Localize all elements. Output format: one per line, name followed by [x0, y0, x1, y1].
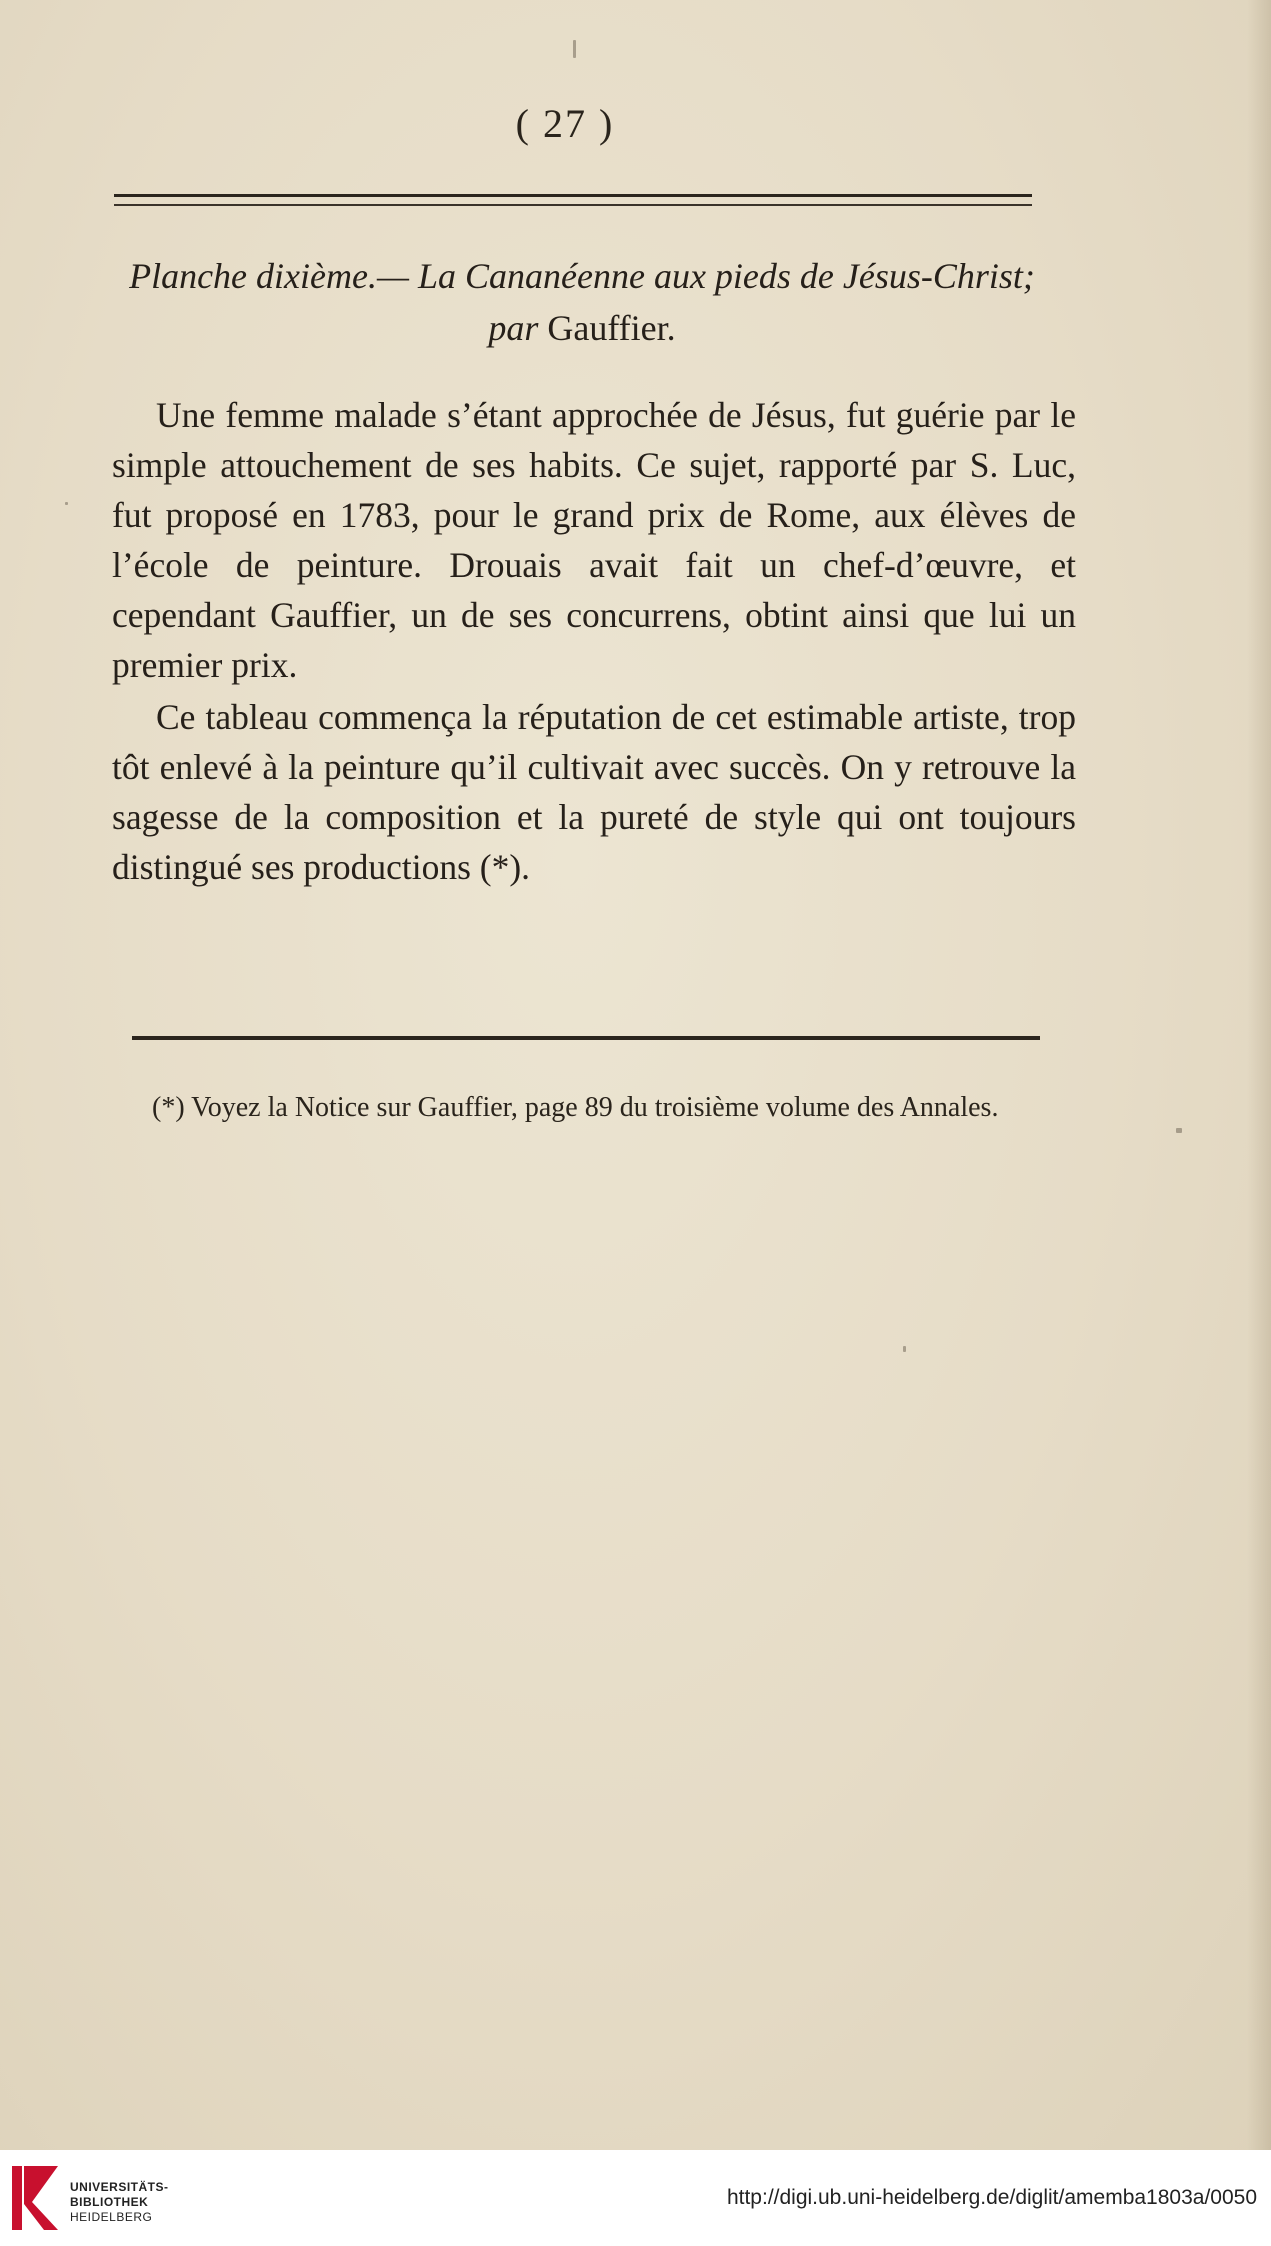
footnote: (*) Voyez la Notice sur Gauffier, page 89 du troisième volume des Annales. [152, 1092, 999, 1123]
paragraph: Ce tableau commença la réputation de cet estimable artiste, trop tôt enlevé à la peinture qu’il cultivait avec succès. On y retrouve la sagesse de la composition et la pureté de style qui ont toujours distingué ses productions (*). [112, 697, 1076, 887]
library-name-line: BIBLIOTHEK [70, 2195, 149, 2209]
library-name [70, 2180, 169, 2225]
library-name-line: HEIDELBERG [70, 2210, 153, 2224]
heading-by: ; par [488, 256, 1035, 348]
heading-artist: Gauffier. [547, 308, 676, 348]
paper-speck [1176, 1128, 1182, 1133]
heading-lead: Planche dixième.— [129, 256, 409, 296]
paper-speck [65, 502, 68, 505]
library-name-line: UNIVERSITÄTS- [70, 2180, 169, 2194]
viewer-footer [0, 2150, 1271, 2246]
header-rule [114, 194, 1032, 206]
page-edge-shadow [1247, 0, 1271, 2150]
source-url-link[interactable]: http://digi.ub.uni-heidelberg.de/diglit/amemba1803a/0050 [726, 2186, 1257, 2209]
library-logo-icon [10, 2162, 62, 2234]
paper-speck [903, 1346, 906, 1352]
heading-title: La Cananéenne aux pieds de Jésus-Christ [417, 256, 1023, 296]
body-text [112, 390, 1076, 892]
plate-heading [112, 250, 1052, 354]
page-number: ( 27 ) [515, 101, 615, 146]
footnote-rule [132, 1036, 1040, 1040]
paper-speck [573, 40, 576, 58]
paragraph: Une femme malade s’étant approchée de Jésus, fut guérie par le simple attouchement de ses habits. Ce sujet, rapporté par S. Luc, fut proposé en 1783, pour le grand prix de Rome, aux élèves de l’école de peinture. Drouais avait fait un chef-d’œuvre, et cependant Gauffier, un de ses concurrens, obtint ainsi que lui un premier prix. [112, 395, 1076, 685]
